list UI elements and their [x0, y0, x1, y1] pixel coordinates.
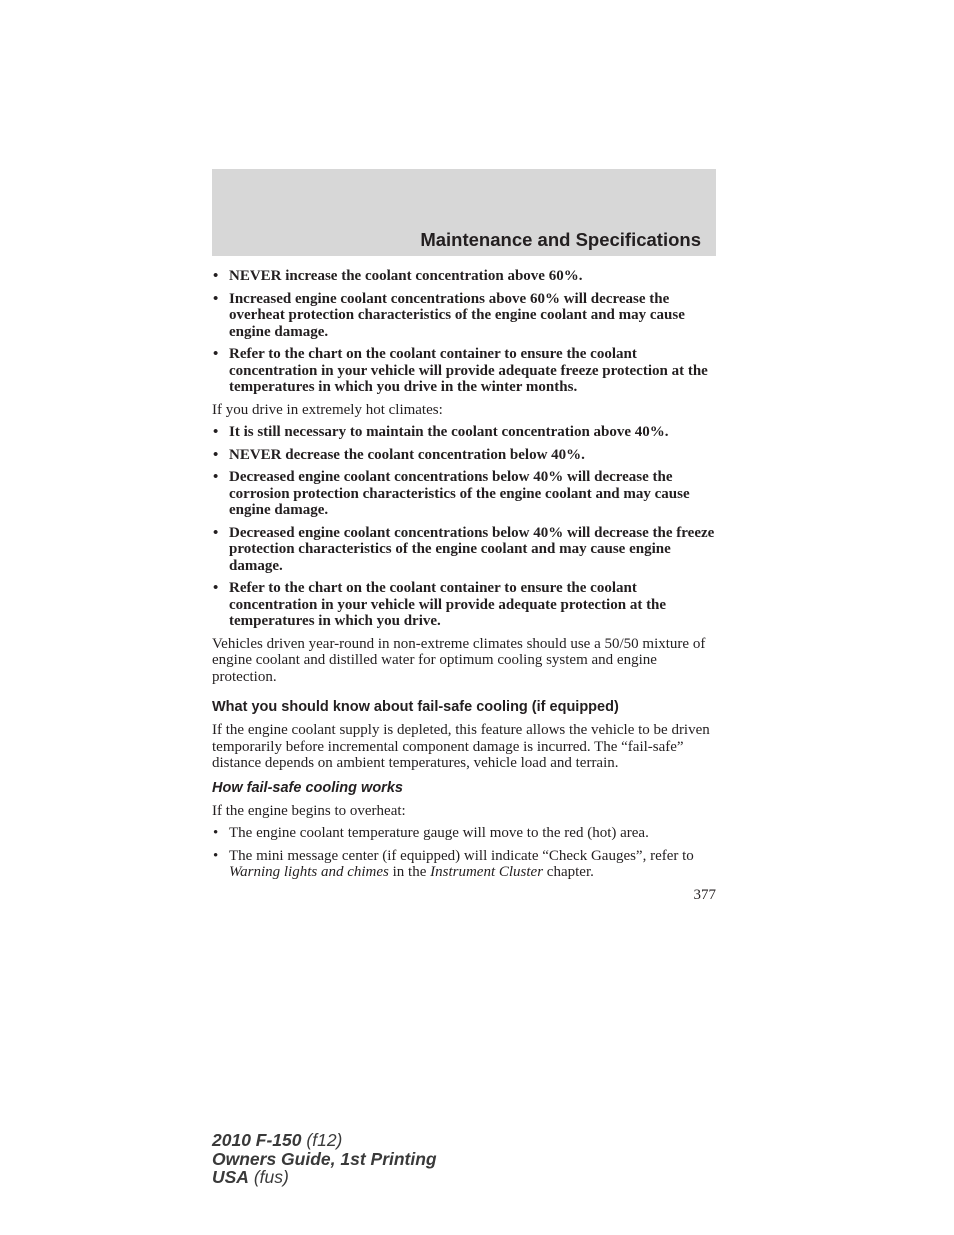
failsafe-paragraph: If the engine coolant supply is depleted, this feature allows the vehicle to be driven temporarily before incremental component damage is incurred. The “fail-safe” distance depends on ambient temperatures, vehicle load and terrain. — [212, 722, 710, 771]
year-round-paragraph: Vehicles driven year-round in non-extreme climates should use a 50/50 mixture of engine coolant and distilled water for optimum cooling system and engine protection. — [212, 635, 706, 685]
overheat-intro: If the engine begins to overheat: — [212, 802, 406, 819]
list-item — [212, 525, 716, 575]
list-item — [212, 469, 716, 519]
footer-printing: Owners Guide, 1st Printing — [212, 1148, 437, 1169]
bullet-icon: • — [213, 446, 219, 463]
bullet-icon: • — [213, 346, 219, 362]
list-item — [212, 346, 716, 396]
list-item — [212, 848, 716, 881]
bullet-icon: • — [213, 580, 219, 596]
list-item — [212, 580, 716, 630]
section-title: Maintenance and Specifications — [420, 229, 701, 250]
hot-climates-intro: If you drive in extremely hot climates: — [212, 401, 443, 418]
bullet-icon: • — [213, 268, 219, 284]
cross-reference-warning-lights: Warning lights and chimes — [229, 864, 389, 880]
list-item — [212, 825, 716, 842]
list-item-text: Refer to the chart on the coolant container to ensure the coolant concentration in your vehicle will provide adequate freeze protection at the temperatures in which you drive in the winter months. — [229, 346, 708, 395]
list-item — [212, 424, 716, 441]
bullet-icon: • — [213, 524, 219, 541]
footer-model: 2010 F-150 — [212, 1130, 302, 1150]
page-content — [212, 268, 716, 903]
list-item — [212, 447, 716, 464]
footer-line-region — [212, 1168, 437, 1187]
failsafe-heading: What you should know about fail-safe cooling (if equipped) — [212, 699, 619, 715]
section-header-band — [212, 169, 716, 256]
footer-region-code: (fus) — [253, 1167, 289, 1187]
list-item-text: Decreased engine coolant concentrations below 40% will decrease the freeze protection characteristics of the engine coolant and may cause engine damage. — [229, 524, 715, 574]
bullet-icon: • — [213, 290, 219, 307]
cross-reference-instrument-cluster: Instrument Cluster — [430, 864, 544, 880]
list-item — [212, 268, 716, 285]
list-item-text: NEVER increase the coolant concentration above 60%. — [229, 268, 583, 284]
footer-line-model — [212, 1131, 437, 1150]
list-item-text: The mini message center (if equipped) will indicate “Check Gauges”, refer to — [229, 847, 694, 864]
document-footer — [212, 1131, 437, 1187]
list-item — [212, 291, 716, 341]
list-item-text: chapter. — [546, 864, 594, 880]
failsafe-subheading: How fail-safe cooling works — [212, 779, 403, 796]
bullet-icon: • — [213, 847, 219, 864]
page-number: 377 — [693, 886, 716, 903]
bullet-icon: • — [213, 424, 219, 440]
list-item-text: NEVER decrease the coolant concentration below 40%. — [229, 446, 585, 463]
footer-model-code: (f12) — [306, 1130, 343, 1150]
footer-region: USA — [212, 1167, 249, 1187]
list-item-text: in the — [392, 864, 427, 880]
bullet-icon: • — [213, 469, 219, 485]
list-item-text: The engine coolant temperature gauge will move to the red (hot) area. — [229, 825, 649, 841]
list-item-text: Increased engine coolant concentrations above 60% will decrease the overheat protection characteristics of the engine coolant and may cause engine damage. — [229, 290, 685, 340]
bullet-icon: • — [213, 825, 219, 841]
list-item-text: Refer to the chart on the coolant container to ensure the coolant concentration in your vehicle will provide adequate protection at the temperatures in which you drive. — [229, 580, 667, 629]
list-item-text: Decreased engine coolant concentrations below 40% will decrease the corrosion protection characteristics of the engine coolant and may cause engine damage. — [229, 469, 690, 518]
list-item-text: It is still necessary to maintain the coolant concentration above 40%. — [229, 424, 669, 440]
